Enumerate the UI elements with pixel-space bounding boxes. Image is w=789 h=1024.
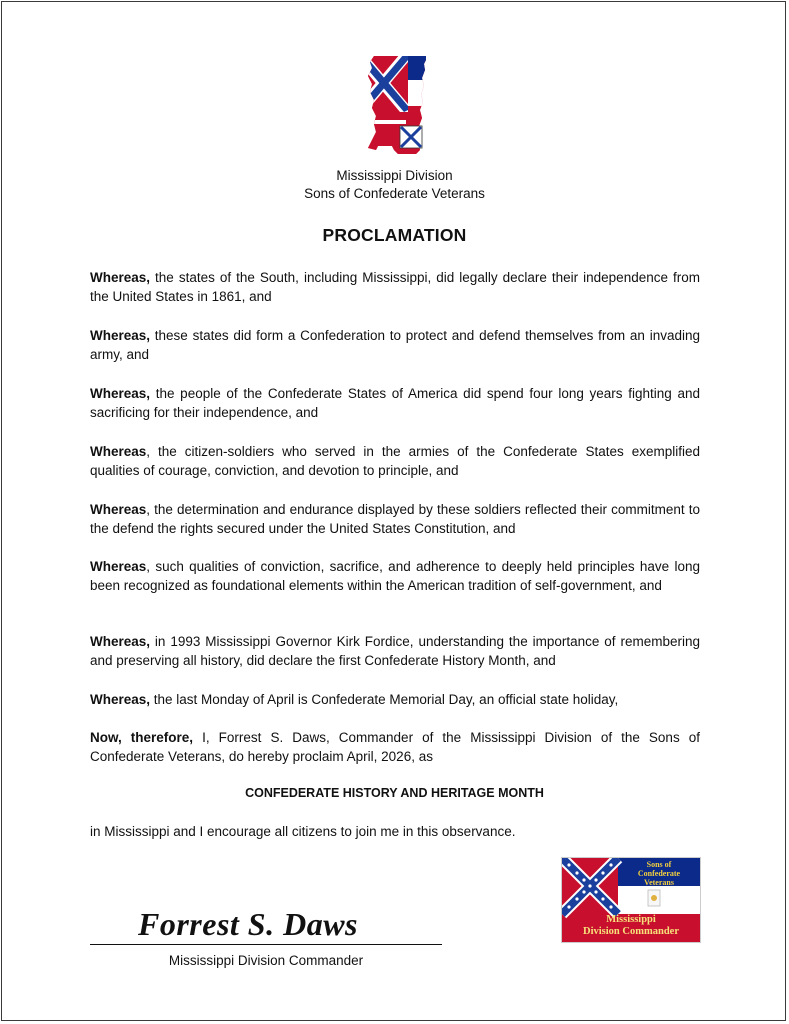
division-commander-badge: [561, 857, 701, 943]
whereas-paragraph-4: Whereas, the citizen-soldiers who served in the armies of the Confederate States exemplified qualities of courage, conviction, and devotion to principle, and: [90, 444, 700, 478]
org-name-line2: Sons of Confederate Veterans: [304, 186, 485, 201]
signer-title: Mississippi Division Commander: [168, 953, 364, 968]
whereas-paragraph-3: Whereas, the people of the Confederate States of America did spend four long years fighting and sacrificing for their independence, and: [90, 386, 700, 420]
whereas-paragraph-6: Whereas, such qualities of conviction, sacrifice, and adherence to deeply held principles have long been recognized as foundational elements within the American tradition of self-government, and: [90, 559, 700, 593]
handwritten-signature: Forrest S. Daws: [138, 906, 358, 942]
signature-line: [90, 944, 442, 945]
now-therefore-paragraph: Now, therefore, I, Forrest S. Daws, Commander of the Mississippi Division of the Sons of Confederate Veterans, do hereby proclaim April, 2026, as: [90, 730, 700, 764]
whereas-paragraph-2: Whereas, these states did form a Confederation to protect and defend themselves from an invading army, and: [90, 328, 700, 362]
document-title: PROCLAMATION: [322, 225, 467, 245]
month-heading: CONFEDERATE HISTORY AND HERITAGE MONTH: [245, 786, 544, 800]
badge-top-text: Sons of Confederate Veterans: [637, 860, 681, 887]
closing-sentence: in Mississippi and I encourage all citizens to join me in this observance.: [90, 824, 516, 839]
badge-bottom-text: Mississippi Division Commander: [583, 914, 679, 937]
whereas-paragraph-5: Whereas, the determination and endurance displayed by these soldiers reflected their commitment to the defend the rights secured under the United States Constitution, and: [90, 502, 700, 536]
whereas-paragraph-8: Whereas, the last Monday of April is Confederate Memorial Day, an official state holiday,: [90, 692, 619, 707]
small-saltire-icon: [400, 126, 422, 148]
mississippi-flag-state-logo: [358, 54, 432, 156]
emblem-icon: [648, 890, 660, 906]
battle-flag-icon: [562, 858, 618, 914]
whereas-paragraph-1: Whereas, the states of the South, including Mississippi, did legally declare their independence from the United States in 1861, and: [90, 270, 700, 304]
whereas-paragraph-7: Whereas, in 1993 Mississippi Governor Kirk Fordice, understanding the importance of remembering and preserving all history, did declare the first Confederate History Month, and: [90, 634, 700, 668]
org-name-line1: Mississippi Division: [336, 168, 453, 183]
